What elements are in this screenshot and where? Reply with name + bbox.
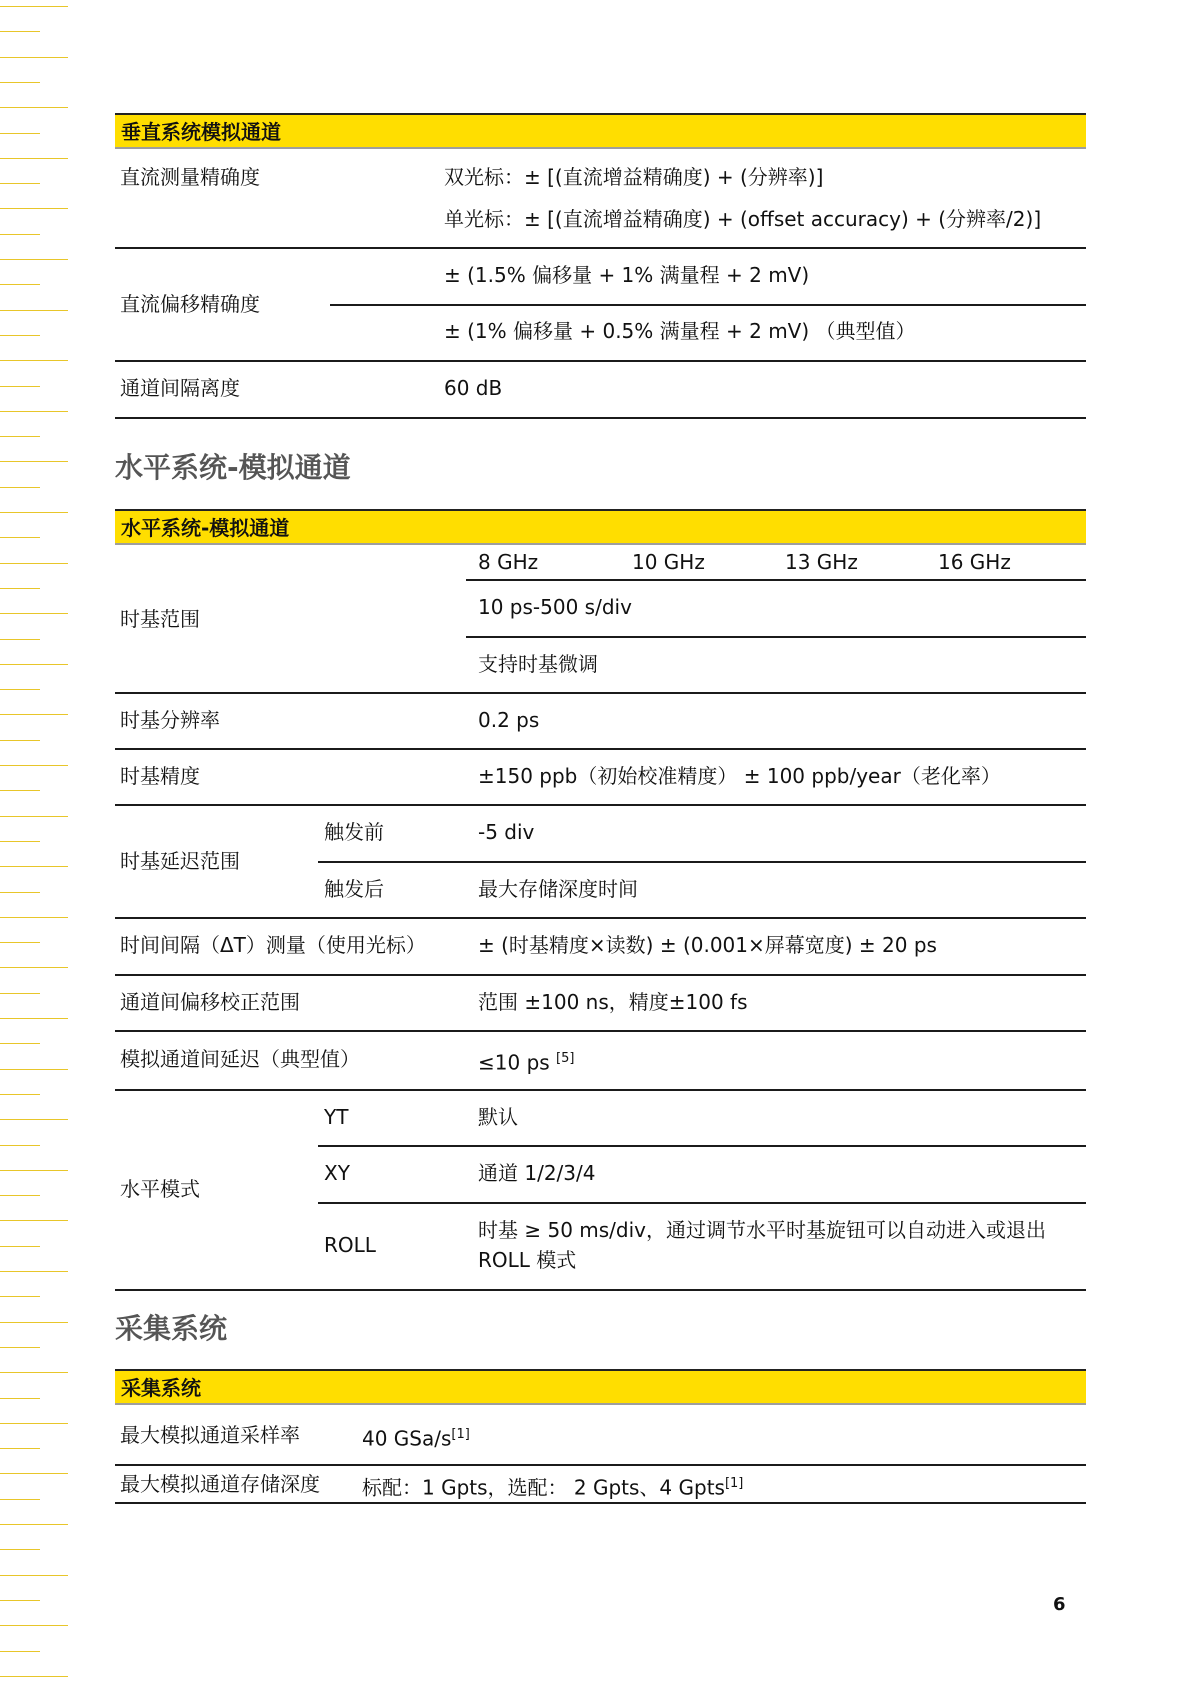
side-line	[0, 1119, 68, 1120]
side-line	[0, 183, 40, 184]
side-line	[0, 740, 40, 741]
row-divider	[115, 1289, 1086, 1291]
row-divider	[115, 692, 1086, 694]
timebase-range-label: 时基范围	[120, 607, 200, 631]
section-title-acquisition: 采集系统	[115, 1312, 228, 1345]
side-line	[0, 967, 68, 968]
row-divider	[330, 304, 1086, 306]
vertical-table-header	[115, 113, 1086, 149]
timebase-accuracy-label: 时基精度	[120, 764, 200, 788]
timebase-range-value: 10 ps-500 s/div	[478, 595, 632, 619]
side-line	[0, 790, 40, 791]
side-line	[0, 335, 40, 336]
side-line	[0, 1296, 40, 1297]
timebase-resolution-label: 时基分辨率	[120, 708, 220, 732]
side-line	[0, 866, 68, 867]
side-line	[0, 512, 68, 513]
bandwidth-8: 8 GHz	[478, 550, 539, 574]
side-line	[0, 993, 40, 994]
bandwidth-16: 16 GHz	[938, 550, 1011, 574]
side-line	[0, 1524, 68, 1525]
page-number: 6	[1053, 1594, 1066, 1615]
side-line	[0, 563, 68, 564]
side-line	[0, 664, 68, 665]
footnote-ref: [5]	[556, 1051, 575, 1066]
side-line	[0, 82, 40, 83]
side-line	[0, 107, 68, 108]
row-divider	[115, 974, 1086, 976]
side-line	[0, 1220, 68, 1221]
side-line	[0, 310, 68, 311]
row-divider	[318, 861, 1086, 863]
dc-offset-1: ± (1.5% 偏移量 + 1% 满量程 + 2 mV)	[444, 263, 810, 287]
row-divider	[318, 1202, 1086, 1204]
side-decoration	[0, 0, 70, 1696]
side-line	[0, 537, 40, 538]
side-line	[0, 765, 68, 766]
mode-roll-label: ROLL	[324, 1233, 376, 1257]
delay-pre-value: -5 div	[478, 820, 535, 844]
mode-yt-value: 默认	[478, 1105, 518, 1129]
sample-rate-value	[362, 1423, 470, 1451]
side-line	[0, 1600, 40, 1601]
side-line	[0, 841, 40, 842]
side-line	[0, 158, 68, 159]
section-title-horizontal: 水平系统-模拟通道	[115, 451, 351, 484]
delay-label: 时基延迟范围	[120, 849, 240, 873]
side-line	[0, 461, 68, 462]
isolation-value: 60 dB	[444, 376, 503, 400]
mode-xy-label: XY	[324, 1161, 350, 1185]
delay-post-value: 最大存储深度时间	[478, 877, 638, 901]
bandwidth-10: 10 GHz	[632, 550, 705, 574]
side-line	[0, 816, 68, 817]
side-line	[0, 1195, 40, 1196]
side-line	[0, 208, 68, 209]
side-line	[0, 1372, 68, 1373]
row-divider	[318, 1145, 1086, 1147]
side-line	[0, 57, 68, 58]
row-divider	[115, 917, 1086, 919]
acquisition-table-header	[115, 1369, 1086, 1405]
side-line	[0, 1170, 68, 1171]
side-line	[0, 1499, 40, 1500]
side-line	[0, 1398, 40, 1399]
mode-xy-value: 通道 1/2/3/4	[478, 1161, 596, 1185]
row-divider	[115, 748, 1086, 750]
side-line	[0, 1448, 40, 1449]
row-divider	[466, 579, 1086, 581]
deskew-value: 范围 ±100 ns，精度±100 fs	[478, 990, 748, 1014]
side-line	[0, 1549, 40, 1550]
mode-label: 水平模式	[120, 1177, 200, 1201]
horizontal-table-header-text: 水平系统-模拟通道	[121, 516, 290, 540]
row-divider	[115, 1464, 1086, 1466]
side-line	[0, 284, 40, 285]
dc-gain-single: 单光标：± [(直流增益精确度) + (offset accuracy) + (分辨率/2)]	[444, 207, 1042, 231]
side-line	[0, 942, 40, 943]
bandwidth-13: 13 GHz	[785, 550, 858, 574]
acquisition-table-header-text: 采集系统	[121, 1376, 201, 1400]
side-line	[0, 1423, 68, 1424]
dc-gain-label: 直流测量精确度	[120, 165, 260, 189]
vertical-table-header-text: 垂直系统模拟通道	[121, 120, 281, 144]
horizontal-table-header	[115, 509, 1086, 545]
row-divider	[115, 417, 1086, 419]
side-line	[0, 1322, 68, 1323]
row-divider	[115, 1502, 1086, 1504]
row-divider	[115, 1030, 1086, 1032]
row-divider	[115, 247, 1086, 249]
side-line	[0, 1069, 68, 1070]
timebase-resolution-value: 0.2 ps	[478, 708, 540, 732]
side-line	[0, 1651, 40, 1652]
side-line	[0, 234, 40, 235]
side-line	[0, 1676, 68, 1677]
side-line	[0, 487, 40, 488]
footnote-ref: [1]	[451, 1427, 470, 1442]
side-line	[0, 1145, 40, 1146]
mode-roll-line1: 时基 ≥ 50 ms/div，通过调节水平时基旋钮可以自动进入或退出	[478, 1218, 1047, 1242]
side-line	[0, 1094, 40, 1095]
side-line	[0, 386, 40, 387]
side-line	[0, 31, 40, 32]
dt-label: 时间间隔（ΔT）测量（使用光标）	[120, 933, 426, 957]
sample-rate-value-text: 40 GSa/s	[362, 1426, 452, 1451]
memory-label: 最大模拟通道存储深度	[120, 1472, 320, 1496]
sample-rate-label: 最大模拟通道采样率	[120, 1423, 300, 1447]
side-line	[0, 1018, 68, 1019]
delay-post-label: 触发后	[324, 877, 384, 901]
dc-gain-dual: 双光标：± [(直流增益精确度) + (分辨率)]	[444, 165, 824, 189]
inter-delay-label: 模拟通道间延迟（典型值）	[120, 1047, 360, 1071]
deskew-label: 通道间偏移校正范围	[120, 990, 300, 1014]
side-line	[0, 1347, 40, 1348]
side-line	[0, 689, 40, 690]
dt-value: ± (时基精度×读数) ± (0.001×屏幕宽度) ± 20 ps	[478, 933, 937, 957]
side-line	[0, 892, 40, 893]
side-line	[0, 1246, 40, 1247]
mode-roll-line2: ROLL 模式	[478, 1248, 577, 1272]
side-line	[0, 1043, 40, 1044]
inter-delay-value-text: ≤10 ps	[478, 1050, 550, 1075]
delay-pre-label: 触发前	[324, 820, 384, 844]
row-divider	[115, 1089, 1086, 1091]
dc-offset-2: ± (1% 偏移量 + 0.5% 满量程 + 2 mV) （典型值）	[444, 319, 916, 343]
footnote-ref: [1]	[724, 1476, 744, 1491]
side-line	[0, 436, 40, 437]
side-line	[0, 411, 68, 412]
side-line	[0, 588, 40, 589]
memory-value-text: 标配：1 Gpts，选配： 2 Gpts、4 Gpts	[362, 1475, 725, 1500]
side-line	[0, 917, 68, 918]
isolation-label: 通道间隔离度	[120, 376, 240, 400]
inter-delay-value	[478, 1047, 574, 1075]
side-line	[0, 1625, 68, 1626]
side-line	[0, 259, 68, 260]
side-line	[0, 1473, 68, 1474]
timebase-fine: 支持时基微调	[478, 652, 598, 676]
row-divider	[115, 360, 1086, 362]
side-line	[0, 133, 40, 134]
memory-value	[362, 1472, 743, 1500]
side-line	[0, 613, 68, 614]
side-line	[0, 1271, 68, 1272]
side-line	[0, 1575, 68, 1576]
timebase-accuracy-value: ±150 ppb（初始校准精度） ± 100 ppb/year（老化率）	[478, 764, 1001, 788]
row-divider	[466, 636, 1086, 638]
side-line	[0, 639, 40, 640]
side-line	[0, 360, 68, 361]
row-divider	[115, 804, 1086, 806]
side-line	[0, 6, 68, 7]
side-line	[0, 714, 68, 715]
mode-yt-label: YT	[324, 1105, 349, 1129]
dc-offset-label: 直流偏移精确度	[120, 292, 260, 316]
